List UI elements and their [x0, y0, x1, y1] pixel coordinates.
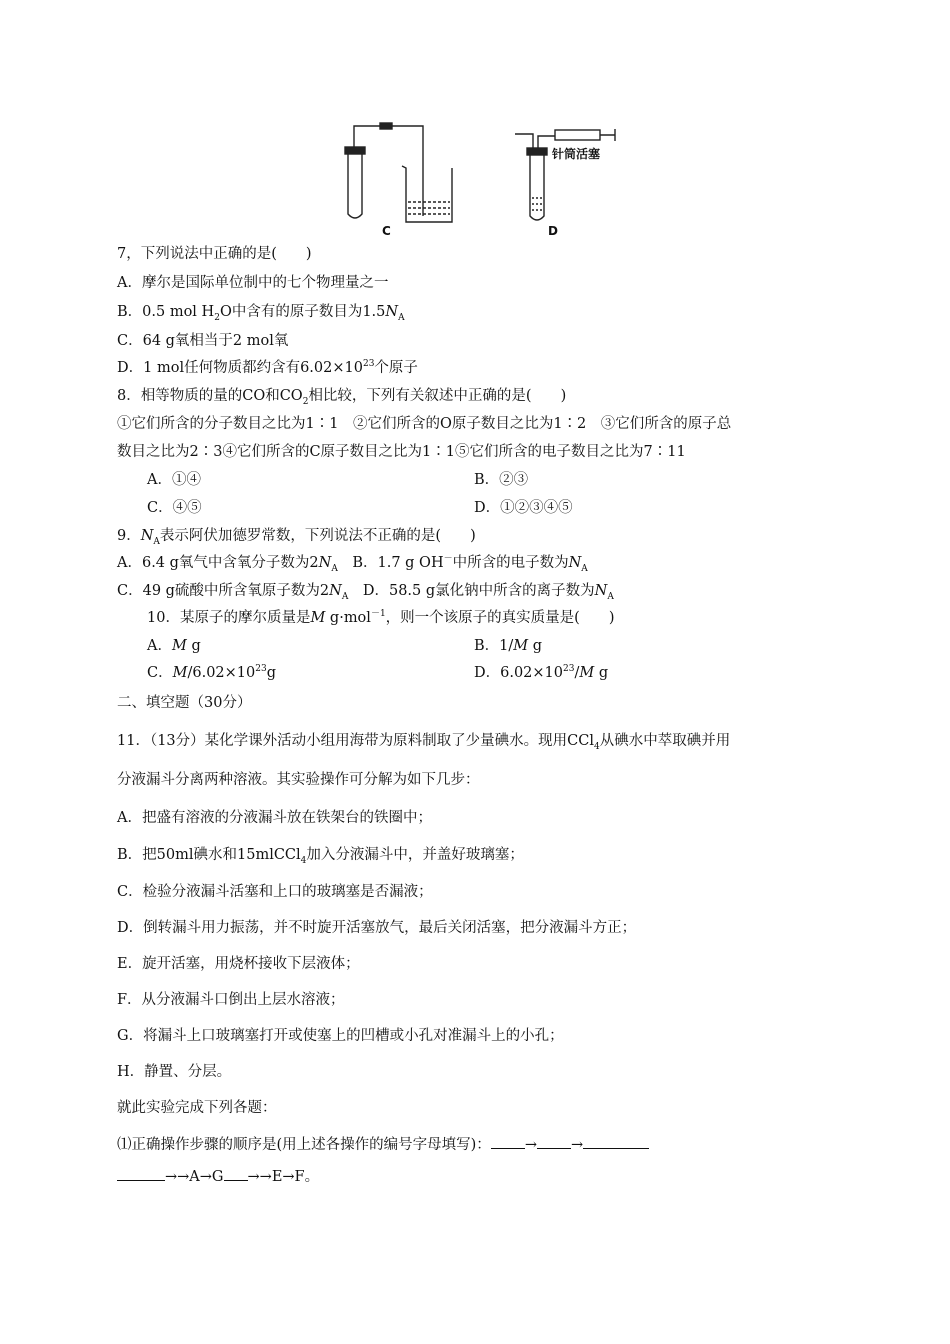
q9-options-ab: A．6.4 g氧气中含氧分子数为$2N_A$ B．1.7 g OH－中所含的电子数为$N_A$: [117, 554, 588, 574]
section-heading: 二、填空题（30分）: [117, 695, 252, 711]
answer-blank-3[interactable]: [583, 1134, 649, 1149]
q7-option-d: D．1 mol任何物质都约含有$6.02\times 10^{23}$个原子: [117, 359, 418, 376]
q11-step-c: C．检验分液漏斗活塞和上口的玻璃塞是否漏液；: [117, 884, 433, 900]
delivery-tube-c: [354, 126, 423, 216]
q11-step-e: E．旋开活塞，用烧杯接收下层液体；: [117, 956, 360, 972]
q8-stem: 8．相等物质的量的CO和$CO_2$相比较，下列有关叙述中正确的是( ): [117, 388, 567, 407]
q11-step-g: G．将漏斗上口玻璃塞打开或使塞上的凹槽或小孔对准漏斗上的小孔；: [117, 1028, 564, 1044]
q11-part-1: ⑴正确操作步骤的顺序是(用上述各操作的编号字母填写)： → →: [117, 1134, 649, 1155]
q9-options-cd: C．49 g硫酸中所含氧原子数为$2N_A$ D．58.5 g氯化钠中所含的离子数为$N_A$: [117, 583, 614, 602]
answer-blank-4[interactable]: [224, 1166, 248, 1181]
q11-part-1-continued: →→A→G →→E→F。: [117, 1166, 319, 1187]
answer-blank-1[interactable]: [491, 1134, 525, 1149]
q10-option-a: A．M g: [147, 638, 201, 654]
apparatus-figure: [330, 118, 630, 243]
q7-option-a: A．摩尔是国际单位制中的七个物理量之一: [117, 275, 389, 291]
q11-step-h: H．静置、分层。: [117, 1064, 232, 1080]
syringe-barrel: [555, 130, 600, 140]
rubber-joint-c: [380, 123, 392, 129]
answer-blank-2[interactable]: [537, 1134, 571, 1149]
q7-option-c: C．64 g氧相当于2 mol氧: [117, 333, 289, 349]
q11-step-b: B．把50ml碘水和15mlCCl$_4$加入分液漏斗中，并盖好玻璃塞；: [117, 847, 524, 866]
q8-statement-line-2: 数目之比为2∶3④它们所含的C原子数目之比为1∶1⑤它们所含的电子数目之比为7∶11: [117, 444, 686, 460]
syringe-label: 针筒活塞: [552, 147, 601, 161]
q11-stem: 11．（13分）某化学课外活动小组用海带为原料制取了少量碘水。现用CCl$_4$从碘水中萃取碘并用: [117, 733, 731, 752]
answer-blank-3-cont[interactable]: [117, 1166, 165, 1181]
q10-stem: 10．某原子的摩尔质量是M g·mol$^{-1}$，则一个该原子的真实质量是( ): [147, 609, 615, 626]
figure-label-c: C: [382, 224, 391, 238]
q11-intro: 就此实验完成下列各题：: [117, 1100, 277, 1116]
q8-option-c: C．④⑤: [147, 500, 202, 516]
syringe-plunger: [600, 129, 615, 141]
test-tube-c: [348, 150, 362, 218]
stopper-c: [345, 147, 365, 154]
q7-option-b: B．0.5 mol $H_2O$中含有的原子数目为$1.5N_A$: [117, 304, 405, 323]
q10-option-d: D．$6.02\times 10^{23}/M$ g: [474, 664, 609, 681]
stopper-d: [527, 148, 547, 155]
q8-statement-line-1: ①它们所含的分子数目之比为1∶1 ②它们所含的O原子数目之比为1∶2 ③它们所含的原子总: [117, 416, 732, 432]
q8-option-a: A．①④: [147, 472, 201, 488]
q9-stem: 9．$N_A$表示阿伏加德罗常数，下列说法不正确的是( ): [117, 528, 476, 547]
q11-step-d: D．倒转漏斗用力振荡，并不时旋开活塞放气，最后关闭活塞，把分液漏斗方正；: [117, 920, 637, 936]
q7-stem: 7，下列说法中正确的是( ): [117, 246, 312, 262]
q10-option-c: C．$M/6.02\times 10^{23}g$: [147, 664, 276, 681]
q8-option-d: D．①②③④⑤: [474, 500, 573, 516]
apparatus-diagram: [330, 118, 630, 243]
figure-label-d: D: [548, 224, 558, 238]
q10-option-b: B．1/M g: [474, 638, 543, 654]
q8-option-b: B．②③: [474, 472, 529, 488]
q11-step-f: F．从分液漏斗口倒出上层水溶液；: [117, 992, 345, 1008]
q11-stem-2: 分液漏斗分离两种溶液。其实验操作可分解为如下几步：: [117, 772, 480, 788]
q11-step-a: A．把盛有溶液的分液漏斗放在铁架台的铁圈中；: [117, 810, 432, 826]
